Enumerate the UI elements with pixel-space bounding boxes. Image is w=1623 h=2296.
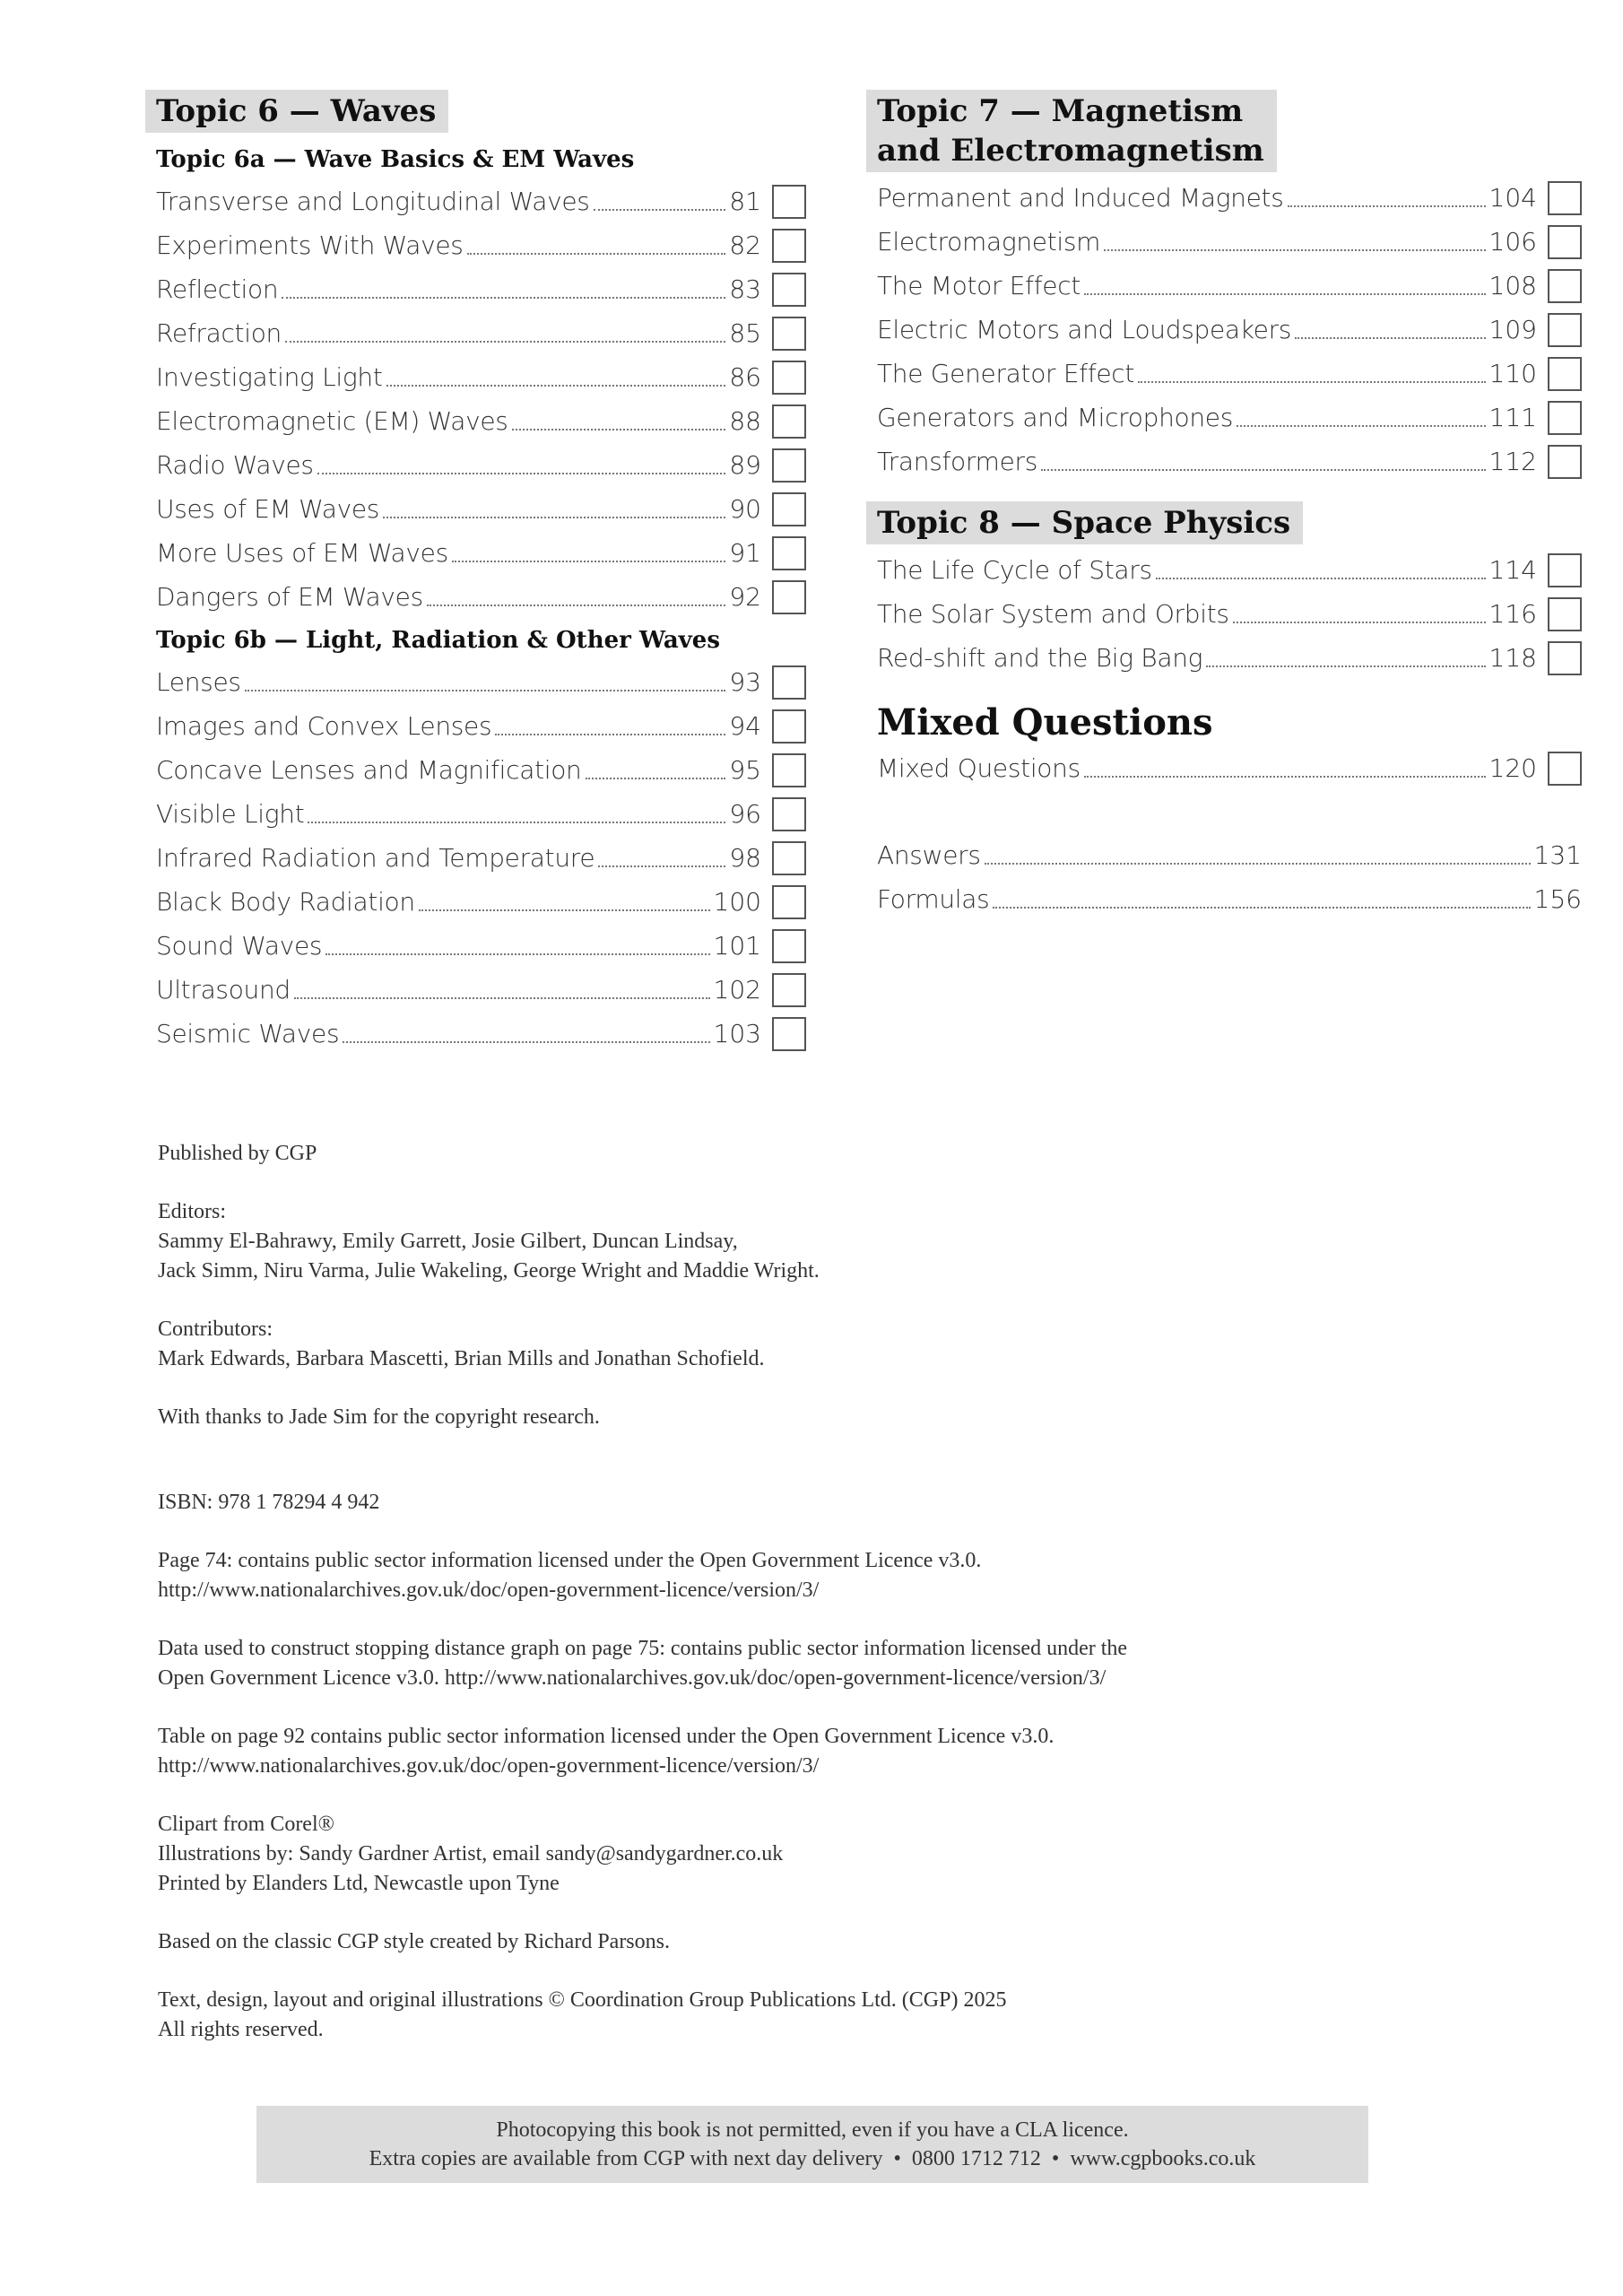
toc-entry-title: Transformers <box>877 447 1038 476</box>
toc-entry-page-number: 111 <box>1488 403 1537 432</box>
isbn: ISBN: 978 1 78294 4 942 <box>158 1491 380 1514</box>
toc-entry-title: The Motor Effect <box>877 271 1081 300</box>
toc-entry <box>156 223 806 267</box>
toc-entry-title: More Uses of EM Waves <box>156 538 448 568</box>
toc-entry-title: Electric Motors and Loudspeakers <box>877 315 1292 344</box>
toc-entry-page-number: 98 <box>729 843 761 873</box>
toc-entry-title: Concave Lenses and Magnification <box>156 755 582 785</box>
toc-entry-page-number: 82 <box>729 230 761 260</box>
toc-entry-title: Mixed Questions <box>877 753 1081 783</box>
licence-note-2 <box>158 1634 1413 1693</box>
progress-checkbox[interactable] <box>772 317 806 351</box>
dot-leader <box>1084 775 1486 778</box>
toc-entry-title: Red-shift and the Big Bang <box>877 643 1203 673</box>
toc-entry-page-number: 81 <box>729 187 761 216</box>
dot-leader <box>317 472 726 474</box>
progress-checkbox[interactable] <box>1548 641 1582 675</box>
toc-entry-page-number: 104 <box>1488 183 1537 213</box>
dot-leader <box>383 516 725 518</box>
progress-checkbox[interactable] <box>772 665 806 700</box>
copyright-line2: All rights reserved. <box>158 2018 324 2041</box>
progress-checkbox[interactable] <box>772 929 806 963</box>
progress-checkbox[interactable] <box>1548 269 1582 303</box>
toc-entry <box>156 968 806 1012</box>
dot-leader <box>512 428 726 430</box>
toc-entry-page-number: 93 <box>729 667 761 697</box>
progress-checkbox[interactable] <box>772 973 806 1007</box>
dot-leader <box>1288 204 1486 207</box>
toc-entry <box>156 311 806 355</box>
editors-label: Editors: <box>158 1200 226 1223</box>
toc-entry <box>156 748 806 792</box>
photocopy-notice-bar <box>256 2106 1368 2183</box>
appendix-list <box>877 833 1582 921</box>
toc-entry <box>877 439 1582 483</box>
topic-6a-list <box>156 179 806 619</box>
toc-entry-title: Images and Convex Lenses <box>156 711 492 741</box>
toc-entry-page-number: 106 <box>1488 227 1537 257</box>
dot-leader <box>1104 248 1485 251</box>
progress-checkbox[interactable] <box>772 885 806 919</box>
dot-leader <box>1206 665 1485 667</box>
toc-entry <box>877 308 1582 352</box>
toc-entry-page-number: 114 <box>1488 555 1537 585</box>
toc-entry-page-number: 108 <box>1488 271 1537 300</box>
toc-entry-title: Visible Light <box>156 799 305 829</box>
printer-credit: Printed by Elanders Ltd, Newcastle upon Tyne <box>158 1872 560 1895</box>
toc-entry-page-number: 88 <box>729 406 761 436</box>
copyright-line1: Text, design, layout and original illustrations © Coordination Group Publications Ltd. (CGP) 2025 <box>158 1988 1007 2012</box>
dot-leader <box>282 296 725 299</box>
topic-6b-heading: Topic 6b — Light, Radiation & Other Waves <box>156 627 720 654</box>
toc-entry-title: Dangers of EM Waves <box>156 582 423 612</box>
toc-entry-page-number: 86 <box>729 362 761 392</box>
toc-entry-page-number: 109 <box>1488 315 1537 344</box>
toc-entry-title: Permanent and Induced Magnets <box>877 183 1284 213</box>
licence-note-1 <box>158 1546 1413 1605</box>
dot-leader <box>1041 468 1486 471</box>
illustrations-credit: Illustrations by: Sandy Gardner Artist, email sandy@sandygardner.co.uk <box>158 1842 784 1866</box>
toc-entry-title: Infrared Radiation and Temperature <box>156 843 595 873</box>
dot-leader <box>1233 621 1486 623</box>
toc-entry <box>156 660 806 704</box>
toc-entry-page-number: 103 <box>713 1019 761 1048</box>
toc-entry <box>156 531 806 575</box>
dot-leader <box>1156 577 1486 579</box>
contributors <box>158 1315 1413 1374</box>
licence-2-line1: Data used to construct stopping distance graph on page 75: contains public sector information licensed under the <box>158 1637 1128 1660</box>
toc-entry <box>877 548 1582 592</box>
toc-entry <box>156 179 806 223</box>
progress-checkbox[interactable] <box>1548 597 1582 631</box>
editors-line1: Sammy El-Bahrawy, Emily Garrett, Josie Gilbert, Duncan Lindsay, <box>158 1230 738 1253</box>
copyright-notice <box>158 1986 1413 2045</box>
toc-entry-title: Ultrasound <box>156 975 291 1004</box>
toc-entry-title: Generators and Microphones <box>877 403 1234 432</box>
licence-3-line1: Table on page 92 contains public sector information licensed under the Open Government Licence v3.0. <box>158 1725 1055 1748</box>
toc-entry-title: Electromagnetic (EM) Waves <box>156 406 508 436</box>
dot-leader <box>325 952 709 955</box>
dot-leader <box>427 604 725 606</box>
topic-6b-list <box>156 660 806 1056</box>
toc-entry <box>877 352 1582 396</box>
progress-checkbox[interactable] <box>1548 553 1582 587</box>
contributors-names: Mark Edwards, Barbara Mascetti, Brian Mills and Jonathan Schofield. <box>158 1347 765 1370</box>
toc-entry <box>156 704 806 748</box>
topic-7-heading-line2: and Electromagnetism <box>877 133 1264 169</box>
licence-2-line2: Open Government Licence v3.0. http://www.nationalarchives.gov.uk/doc/open-government-licence/version/3/ <box>158 1666 1107 1690</box>
toc-entry-title: Seismic Waves <box>156 1019 340 1048</box>
progress-checkbox[interactable] <box>772 709 806 744</box>
toc-entry <box>156 443 806 487</box>
contributors-label: Contributors: <box>158 1318 273 1341</box>
toc-entry-page-number: 102 <box>713 975 761 1004</box>
toc-entry-page-number: 120 <box>1488 753 1537 783</box>
toc-entry <box>877 220 1582 264</box>
publication-credits <box>158 1139 1413 2074</box>
dot-leader <box>1237 424 1486 427</box>
toc-entry-title: Lenses <box>156 667 241 697</box>
toc-entry-title: The Life Cycle of Stars <box>877 555 1152 585</box>
progress-checkbox[interactable] <box>1548 401 1582 435</box>
toc-entry-page-number: 90 <box>729 494 761 524</box>
topic-7-list <box>877 176 1582 483</box>
dot-leader <box>586 777 726 779</box>
dot-leader <box>1295 336 1485 339</box>
licence-3-line2: http://www.nationalarchives.gov.uk/doc/open-government-licence/version/3/ <box>158 1754 820 1778</box>
toc-entry-page-number: 118 <box>1488 643 1537 673</box>
dot-leader <box>386 384 726 387</box>
dot-leader <box>419 909 710 911</box>
toc-entry-title: Sound Waves <box>156 931 323 961</box>
licence-1-line2: http://www.nationalarchives.gov.uk/doc/open-government-licence/version/3/ <box>158 1578 820 1602</box>
mixed-questions-list <box>877 746 1582 790</box>
toc-entry-title: Formulas <box>877 884 990 914</box>
clipart-credit: Clipart from Corel® <box>158 1813 334 1836</box>
toc-entry-page-number: 91 <box>729 538 761 568</box>
progress-checkbox[interactable] <box>772 841 806 875</box>
progress-checkbox[interactable] <box>772 185 806 219</box>
toc-entry-title: Electromagnetism <box>877 227 1101 257</box>
toc-entry <box>877 833 1582 877</box>
published-by: Published by CGP <box>158 1142 317 1165</box>
toc-entry-page-number: 92 <box>729 582 761 612</box>
dot-leader <box>993 906 1530 909</box>
photocopy-notice: Photocopying this book is not permitted, even if you have a CLA licence. <box>496 2118 1129 2142</box>
toc-entry <box>877 264 1582 308</box>
dot-leader <box>452 560 725 562</box>
toc-entry-page-number: 94 <box>729 711 761 741</box>
progress-checkbox[interactable] <box>772 448 806 483</box>
toc-entry <box>156 924 806 968</box>
contents-left-column <box>156 90 806 1056</box>
toc-entry-page-number: 85 <box>729 318 761 348</box>
dot-leader <box>594 208 726 211</box>
toc-entry <box>156 267 806 311</box>
topic-8-heading: Topic 8 — Space Physics <box>866 501 1303 544</box>
toc-entry-title: Reflection <box>156 274 279 304</box>
toc-entry-page-number: 131 <box>1533 840 1582 870</box>
based-on-note: Based on the classic CGP style created by Richard Parsons. <box>158 1930 670 1953</box>
dot-leader <box>1138 380 1485 383</box>
toc-entry <box>877 877 1582 921</box>
dot-leader <box>245 689 726 691</box>
illustration-credits <box>158 1810 1413 1899</box>
progress-checkbox[interactable] <box>772 404 806 439</box>
editors-line2: Jack Simm, Niru Varma, Julie Wakeling, George Wright and Maddie Wright. <box>158 1259 820 1283</box>
toc-entry-page-number: 110 <box>1488 359 1537 388</box>
dot-leader <box>467 252 726 255</box>
toc-entry-title: Transverse and Longitudinal Waves <box>156 187 590 216</box>
progress-checkbox[interactable] <box>1548 357 1582 391</box>
progress-checkbox[interactable] <box>772 492 806 526</box>
toc-entry <box>156 880 806 924</box>
progress-checkbox[interactable] <box>772 753 806 787</box>
mixed-questions-heading: Mixed Questions <box>877 701 1213 744</box>
dot-leader <box>308 821 725 823</box>
toc-entry-page-number: 83 <box>729 274 761 304</box>
toc-entry <box>156 487 806 531</box>
toc-entry-title: Radio Waves <box>156 450 314 480</box>
topic-8-list <box>877 548 1582 680</box>
contents-right-column <box>877 90 1582 921</box>
toc-entry <box>877 592 1582 636</box>
progress-checkbox[interactable] <box>772 1017 806 1051</box>
toc-entry <box>877 396 1582 439</box>
toc-entry-page-number: 96 <box>729 799 761 829</box>
toc-entry-page-number: 101 <box>713 931 761 961</box>
licence-1-line1: Page 74: contains public sector information licensed under the Open Government Licence v3.0. <box>158 1549 982 1572</box>
dot-leader <box>285 340 725 343</box>
toc-entry-page-number: 112 <box>1488 447 1537 476</box>
progress-checkbox[interactable] <box>772 229 806 263</box>
licence-note-3 <box>158 1722 1413 1781</box>
topic-7-heading-line1: Topic 7 — Magnetism <box>877 93 1244 129</box>
progress-checkbox[interactable] <box>772 797 806 831</box>
toc-entry <box>156 1012 806 1056</box>
toc-entry-title: Black Body Radiation <box>156 887 415 917</box>
topic-6a-heading: Topic 6a — Wave Basics & EM Waves <box>156 146 635 173</box>
toc-entry <box>877 746 1582 790</box>
progress-checkbox[interactable] <box>772 536 806 570</box>
toc-entry-title: Uses of EM Waves <box>156 494 380 524</box>
dot-leader <box>985 862 1531 865</box>
toc-entry <box>877 636 1582 680</box>
toc-entry-title: The Generator Effect <box>877 359 1135 388</box>
progress-checkbox[interactable] <box>1548 752 1582 786</box>
topic-6-heading: Topic 6 — Waves <box>145 90 448 133</box>
progress-checkbox[interactable] <box>772 361 806 395</box>
dot-leader <box>343 1040 709 1043</box>
toc-entry <box>156 575 806 619</box>
toc-entry-page-number: 100 <box>713 887 761 917</box>
dot-leader <box>598 865 725 867</box>
progress-checkbox[interactable] <box>772 580 806 614</box>
toc-entry-title: Investigating Light <box>156 362 383 392</box>
toc-entry-title: Refraction <box>156 318 282 348</box>
progress-checkbox[interactable] <box>1548 313 1582 347</box>
toc-entry <box>877 176 1582 220</box>
progress-checkbox[interactable] <box>1548 225 1582 259</box>
toc-entry <box>156 355 806 399</box>
toc-entry <box>156 399 806 443</box>
toc-entry-title: Answers <box>877 840 981 870</box>
toc-entry-title: The Solar System and Orbits <box>877 599 1229 629</box>
progress-checkbox[interactable] <box>1548 445 1582 479</box>
toc-entry-page-number: 95 <box>729 755 761 785</box>
progress-checkbox[interactable] <box>772 273 806 307</box>
editors <box>158 1197 1413 1286</box>
dot-leader <box>294 996 710 999</box>
toc-entry-page-number: 116 <box>1488 599 1537 629</box>
progress-checkbox[interactable] <box>1548 181 1582 215</box>
toc-entry-page-number: 156 <box>1533 884 1582 914</box>
toc-entry <box>156 792 806 836</box>
toc-entry-title: Experiments With Waves <box>156 230 464 260</box>
topic-7-heading <box>866 90 1277 172</box>
dot-leader <box>495 733 725 735</box>
toc-entry-page-number: 89 <box>729 450 761 480</box>
order-info: Extra copies are available from CGP with next day delivery • 0800 1712 712 • www.cgpbooks.co.uk <box>369 2147 1256 2170</box>
dot-leader <box>1084 292 1486 295</box>
thanks-note: With thanks to Jade Sim for the copyright research. <box>158 1405 600 1429</box>
toc-entry <box>156 836 806 880</box>
